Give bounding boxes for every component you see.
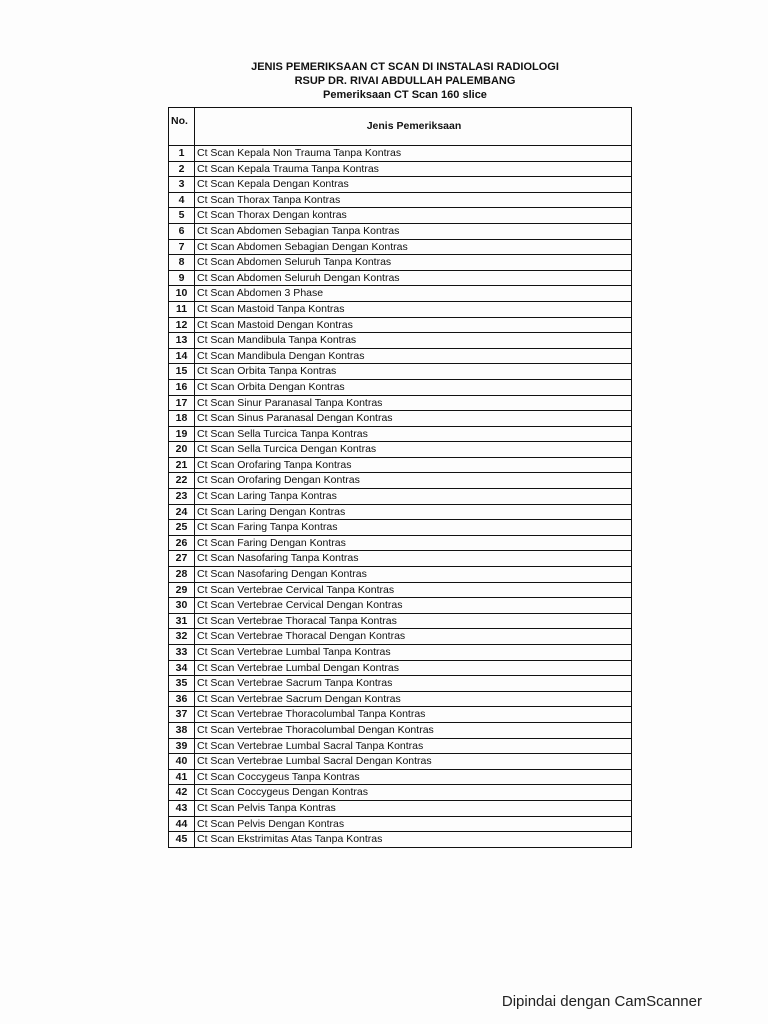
row-number: 9 xyxy=(169,270,195,286)
table-row xyxy=(169,379,632,395)
table-row xyxy=(169,660,632,676)
exam-table xyxy=(168,107,632,848)
exam-name: Ct Scan Abdomen Seluruh Dengan Kontras xyxy=(195,270,632,286)
table-row xyxy=(169,317,632,333)
row-number: 36 xyxy=(169,691,195,707)
row-number: 22 xyxy=(169,473,195,489)
row-number: 13 xyxy=(169,333,195,349)
exam-name: Ct Scan Vertebrae Thoracolumbal Tanpa Kontras xyxy=(195,707,632,723)
exam-name: Ct Scan Ekstrimitas Atas Tanpa Kontras xyxy=(195,832,632,848)
table-row xyxy=(169,785,632,801)
row-number: 38 xyxy=(169,722,195,738)
row-number: 28 xyxy=(169,567,195,583)
row-number: 20 xyxy=(169,442,195,458)
exam-name: Ct Scan Sinus Paranasal Dengan Kontras xyxy=(195,411,632,427)
table-row xyxy=(169,535,632,551)
row-number: 14 xyxy=(169,348,195,364)
table-row xyxy=(169,239,632,255)
table-row xyxy=(169,504,632,520)
table-row xyxy=(169,301,632,317)
row-number: 2 xyxy=(169,161,195,177)
row-number: 41 xyxy=(169,769,195,785)
table-row xyxy=(169,223,632,239)
row-number: 12 xyxy=(169,317,195,333)
row-number: 8 xyxy=(169,255,195,271)
table-row xyxy=(169,754,632,770)
table-row xyxy=(169,816,632,832)
table-row xyxy=(169,489,632,505)
exam-name: Ct Scan Kepala Dengan Kontras xyxy=(195,177,632,193)
row-number: 3 xyxy=(169,177,195,193)
camscanner-watermark: Dipindai dengan CamScanner xyxy=(501,993,702,1010)
row-number: 39 xyxy=(169,738,195,754)
column-header-no: No. xyxy=(169,108,195,146)
exam-name: Ct Scan Thorax Tanpa Kontras xyxy=(195,192,632,208)
exam-name: Ct Scan Nasofaring Dengan Kontras xyxy=(195,567,632,583)
row-number: 25 xyxy=(169,520,195,536)
exam-name: Ct Scan Mandibula Dengan Kontras xyxy=(195,348,632,364)
table-row xyxy=(169,832,632,848)
exam-name: Ct Scan Abdomen Sebagian Tanpa Kontras xyxy=(195,223,632,239)
table-row xyxy=(169,645,632,661)
exam-name: Ct Scan Orbita Tanpa Kontras xyxy=(195,364,632,380)
table-row xyxy=(169,161,632,177)
row-number: 11 xyxy=(169,301,195,317)
exam-name: Ct Scan Vertebrae Sacrum Tanpa Kontras xyxy=(195,676,632,692)
table-header-row xyxy=(169,108,632,146)
row-number: 37 xyxy=(169,707,195,723)
table-row xyxy=(169,426,632,442)
table-row xyxy=(169,738,632,754)
exam-name: Ct Scan Vertebrae Thoracal Dengan Kontras xyxy=(195,629,632,645)
row-number: 4 xyxy=(169,192,195,208)
table-row xyxy=(169,348,632,364)
table-row xyxy=(169,582,632,598)
row-number: 34 xyxy=(169,660,195,676)
row-number: 33 xyxy=(169,645,195,661)
heading-subtitle: Pemeriksaan CT Scan 160 slice xyxy=(323,89,487,101)
row-number: 18 xyxy=(169,411,195,427)
exam-name: Ct Scan Vertebrae Lumbal Sacral Dengan Kontras xyxy=(195,754,632,770)
exam-name: Ct Scan Sinur Paranasal Tanpa Kontras xyxy=(195,395,632,411)
exam-name: Ct Scan Abdomen Sebagian Dengan Kontras xyxy=(195,239,632,255)
row-number: 31 xyxy=(169,613,195,629)
exam-name: Ct Scan Vertebrae Lumbal Dengan Kontras xyxy=(195,660,632,676)
table-row xyxy=(169,769,632,785)
table-row xyxy=(169,146,632,162)
exam-name: Ct Scan Abdomen Seluruh Tanpa Kontras xyxy=(195,255,632,271)
table-row xyxy=(169,177,632,193)
row-number: 7 xyxy=(169,239,195,255)
row-number: 17 xyxy=(169,395,195,411)
row-number: 23 xyxy=(169,489,195,505)
table-body xyxy=(169,146,632,848)
exam-name: Ct Scan Vertebrae Sacrum Dengan Kontras xyxy=(195,691,632,707)
row-number: 27 xyxy=(169,551,195,567)
heading-title: JENIS PEMERIKSAAN CT SCAN DI INSTALASI RADIOLOGI xyxy=(251,61,559,73)
exam-name: Ct Scan Abdomen 3 Phase xyxy=(195,286,632,302)
exam-name: Ct Scan Faring Dengan Kontras xyxy=(195,535,632,551)
row-number: 29 xyxy=(169,582,195,598)
table-row xyxy=(169,208,632,224)
exam-name: Ct Scan Coccygeus Dengan Kontras xyxy=(195,785,632,801)
table-row xyxy=(169,567,632,583)
exam-name: Ct Scan Mandibula Tanpa Kontras xyxy=(195,333,632,349)
table-row xyxy=(169,629,632,645)
table-row xyxy=(169,286,632,302)
table-row xyxy=(169,395,632,411)
exam-name: Ct Scan Mastoid Dengan Kontras xyxy=(195,317,632,333)
table-row xyxy=(169,333,632,349)
heading-hospital: RSUP DR. RIVAI ABDULLAH PALEMBANG xyxy=(294,75,516,87)
row-number: 5 xyxy=(169,208,195,224)
table-row xyxy=(169,800,632,816)
row-number: 16 xyxy=(169,379,195,395)
exam-name: Ct Scan Orbita Dengan Kontras xyxy=(195,379,632,395)
row-number: 44 xyxy=(169,816,195,832)
row-number: 24 xyxy=(169,504,195,520)
exam-name: Ct Scan Sella Turcica Dengan Kontras xyxy=(195,442,632,458)
exam-name: Ct Scan Orofaring Tanpa Kontras xyxy=(195,457,632,473)
exam-name: Ct Scan Vertebrae Thoracal Tanpa Kontras xyxy=(195,613,632,629)
exam-name: Ct Scan Laring Tanpa Kontras xyxy=(195,489,632,505)
row-number: 15 xyxy=(169,364,195,380)
row-number: 30 xyxy=(169,598,195,614)
column-header-jenis: Jenis Pemeriksaan xyxy=(195,108,632,146)
table-row xyxy=(169,722,632,738)
row-number: 40 xyxy=(169,754,195,770)
exam-name: Ct Scan Coccygeus Tanpa Kontras xyxy=(195,769,632,785)
exam-name: Ct Scan Orofaring Dengan Kontras xyxy=(195,473,632,489)
row-number: 1 xyxy=(169,146,195,162)
exam-name: Ct Scan Vertebrae Cervical Tanpa Kontras xyxy=(195,582,632,598)
exam-name: Ct Scan Sella Turcica Tanpa Kontras xyxy=(195,426,632,442)
table-row xyxy=(169,457,632,473)
row-number: 43 xyxy=(169,800,195,816)
exam-name: Ct Scan Thorax Dengan kontras xyxy=(195,208,632,224)
row-number: 6 xyxy=(169,223,195,239)
exam-name: Ct Scan Vertebrae Lumbal Tanpa Kontras xyxy=(195,645,632,661)
exam-name: Ct Scan Pelvis Dengan Kontras xyxy=(195,816,632,832)
exam-name: Ct Scan Nasofaring Tanpa Kontras xyxy=(195,551,632,567)
table-row xyxy=(169,613,632,629)
table-row xyxy=(169,364,632,380)
table-row xyxy=(169,411,632,427)
table-row xyxy=(169,551,632,567)
table-row xyxy=(169,691,632,707)
exam-name: Ct Scan Pelvis Tanpa Kontras xyxy=(195,800,632,816)
document-heading xyxy=(190,60,620,102)
exam-name: Ct Scan Kepala Trauma Tanpa Kontras xyxy=(195,161,632,177)
table-row xyxy=(169,598,632,614)
row-number: 26 xyxy=(169,535,195,551)
exam-name: Ct Scan Mastoid Tanpa Kontras xyxy=(195,301,632,317)
table-row xyxy=(169,707,632,723)
exam-name: Ct Scan Vertebrae Cervical Dengan Kontras xyxy=(195,598,632,614)
row-number: 42 xyxy=(169,785,195,801)
table-row xyxy=(169,520,632,536)
table-row xyxy=(169,676,632,692)
exam-name: Ct Scan Kepala Non Trauma Tanpa Kontras xyxy=(195,146,632,162)
table-row xyxy=(169,442,632,458)
row-number: 45 xyxy=(169,832,195,848)
exam-name: Ct Scan Vertebrae Thoracolumbal Dengan Kontras xyxy=(195,722,632,738)
table-row xyxy=(169,270,632,286)
row-number: 19 xyxy=(169,426,195,442)
exam-name: Ct Scan Faring Tanpa Kontras xyxy=(195,520,632,536)
table-row xyxy=(169,255,632,271)
exam-name: Ct Scan Vertebrae Lumbal Sacral Tanpa Kontras xyxy=(195,738,632,754)
row-number: 21 xyxy=(169,457,195,473)
exam-name: Ct Scan Laring Dengan Kontras xyxy=(195,504,632,520)
table-row xyxy=(169,473,632,489)
row-number: 35 xyxy=(169,676,195,692)
table-row xyxy=(169,192,632,208)
row-number: 32 xyxy=(169,629,195,645)
row-number: 10 xyxy=(169,286,195,302)
